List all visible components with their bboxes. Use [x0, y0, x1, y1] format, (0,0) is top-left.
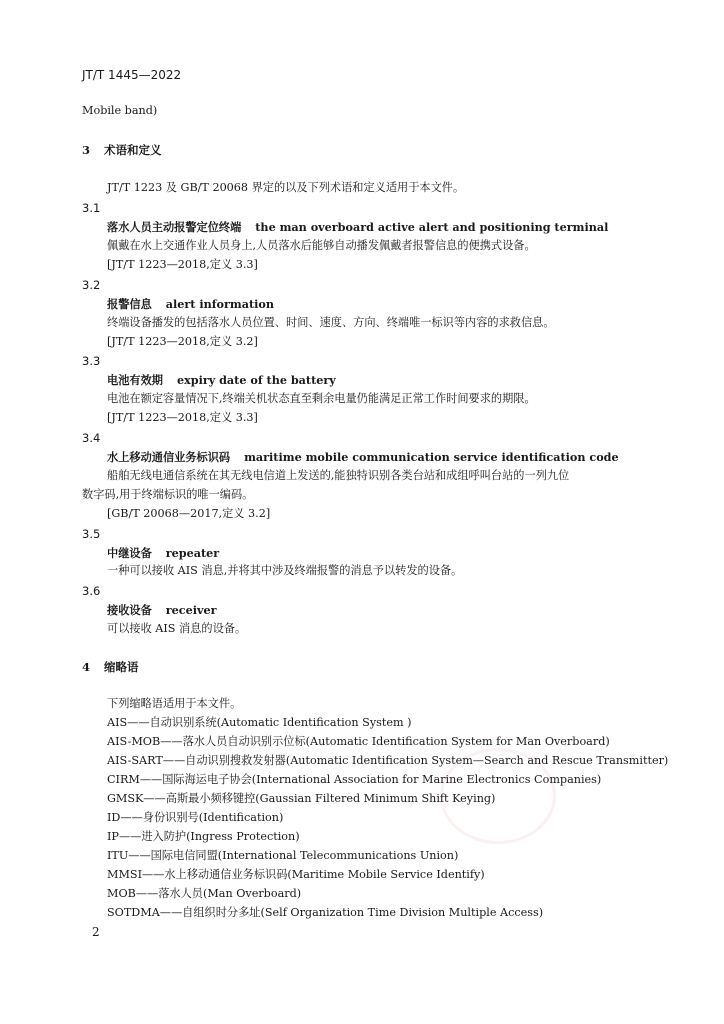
section-title: 术语和定义	[104, 143, 162, 157]
term-definition: 船舶无线电通信系统在其无线电信道上发送的,能独特识别各类台站和成组呼叫台站的一列九位	[107, 469, 570, 482]
section-4-heading	[82, 660, 139, 674]
term-reference: [JT/T 1223—2018,定义 3.3]	[107, 258, 258, 271]
term-number: 3.3	[82, 354, 101, 368]
abbreviation-item: CIRM——国际海运电子协会(International Association for Marine Electronics Companies)	[107, 773, 602, 786]
section-number: 4	[82, 660, 91, 674]
continuation-text: Mobile band)	[82, 104, 158, 117]
term-reference: [GB/T 20068—2017,定义 3.2]	[107, 507, 271, 520]
term-definition: 可以接收 AIS 消息的设备。	[107, 622, 247, 635]
term-zh: 落水人员主动报警定位终端	[107, 220, 242, 234]
section-title: 缩略语	[104, 660, 139, 674]
section-number: 3	[82, 143, 91, 157]
abbreviation-item: MMSI——水上移动通信业务标识码(Maritime Mobile Service Identify)	[107, 868, 485, 881]
term-definition: 终端设备播发的包括落水人员位置、时间、速度、方向、终端唯一标识等内容的求救信息。	[107, 316, 555, 329]
term-heading	[107, 373, 336, 387]
abbreviation-item: AIS-MOB——落水人员自动识别示位标(Automatic Identification System for Man Overboard)	[107, 735, 610, 748]
term-heading	[107, 220, 608, 234]
term-en: alert information	[165, 297, 274, 311]
abbreviation-item: MOB——落水人员(Man Overboard)	[107, 887, 302, 900]
term-zh: 电池有效期	[107, 373, 163, 387]
term-zh: 中继设备	[107, 546, 152, 560]
abbreviation-item: IP——进入防护(Ingress Protection)	[107, 830, 300, 843]
term-heading	[107, 546, 219, 560]
term-zh: 接收设备	[107, 603, 152, 617]
term-zh: 报警信息	[107, 297, 152, 311]
abbreviation-item: AIS-SART——自动识别搜救发射器(Automatic Identification System—Search and Rescue Transmitter)	[107, 754, 669, 767]
term-heading	[107, 450, 619, 464]
term-definition: 电池在额定容量情况下,终端关机状态直至剩余电量仍能满足正常工作时间要求的期限。	[107, 392, 536, 405]
document-code-header: JT/T 1445—2022	[82, 68, 182, 82]
term-en: repeater	[165, 546, 220, 560]
section-3-intro: JT/T 1223 及 GB/T 20068 界定的以及下列术语和定义适用于本文件。	[107, 181, 465, 194]
term-number: 3.1	[82, 201, 101, 215]
section-4-intro: 下列缩略语适用于本文件。	[107, 697, 242, 710]
term-heading	[107, 297, 274, 311]
term-en: maritime mobile communication service identification code	[244, 450, 619, 464]
abbreviation-item: SOTDMA——自组织时分多址(Self Organization Time Division Multiple Access)	[107, 906, 544, 919]
term-reference: [JT/T 1223—2018,定义 3.2]	[107, 335, 258, 348]
term-number: 3.5	[82, 527, 101, 541]
abbreviation-item: GMSK——高斯最小频移键控(Gaussian Filtered Minimum Shift Keying)	[107, 792, 496, 805]
abbreviation-item: ID——身份识别号(Identification)	[107, 811, 284, 824]
term-definition: 一种可以接收 AIS 消息,并将其中涉及终端报警的消息予以转发的设备。	[107, 564, 463, 577]
term-number: 3.6	[82, 584, 101, 598]
term-en: expiry date of the battery	[176, 373, 336, 387]
section-3-heading	[82, 143, 162, 157]
term-definition: 佩戴在水上交通作业人员身上,人员落水后能够自动播发佩戴者报警信息的便携式设备。	[107, 239, 536, 252]
term-number: 3.2	[82, 278, 101, 292]
term-en: receiver	[165, 603, 217, 617]
term-heading	[107, 603, 216, 617]
term-zh: 水上移动通信业务标识码	[107, 450, 231, 464]
term-reference: [JT/T 1223—2018,定义 3.3]	[107, 411, 258, 424]
abbreviation-item: AIS——自动识别系统(Automatic Identification System )	[107, 716, 412, 729]
term-en: the man overboard active alert and positioning terminal	[255, 220, 609, 234]
term-definition-continued: 数字码,用于终端标识的唯一编码。	[82, 488, 254, 501]
abbreviation-item: ITU——国际电信同盟(International Telecommunications Union)	[107, 849, 459, 862]
page-number: 2	[92, 925, 100, 939]
term-number: 3.4	[82, 431, 101, 445]
